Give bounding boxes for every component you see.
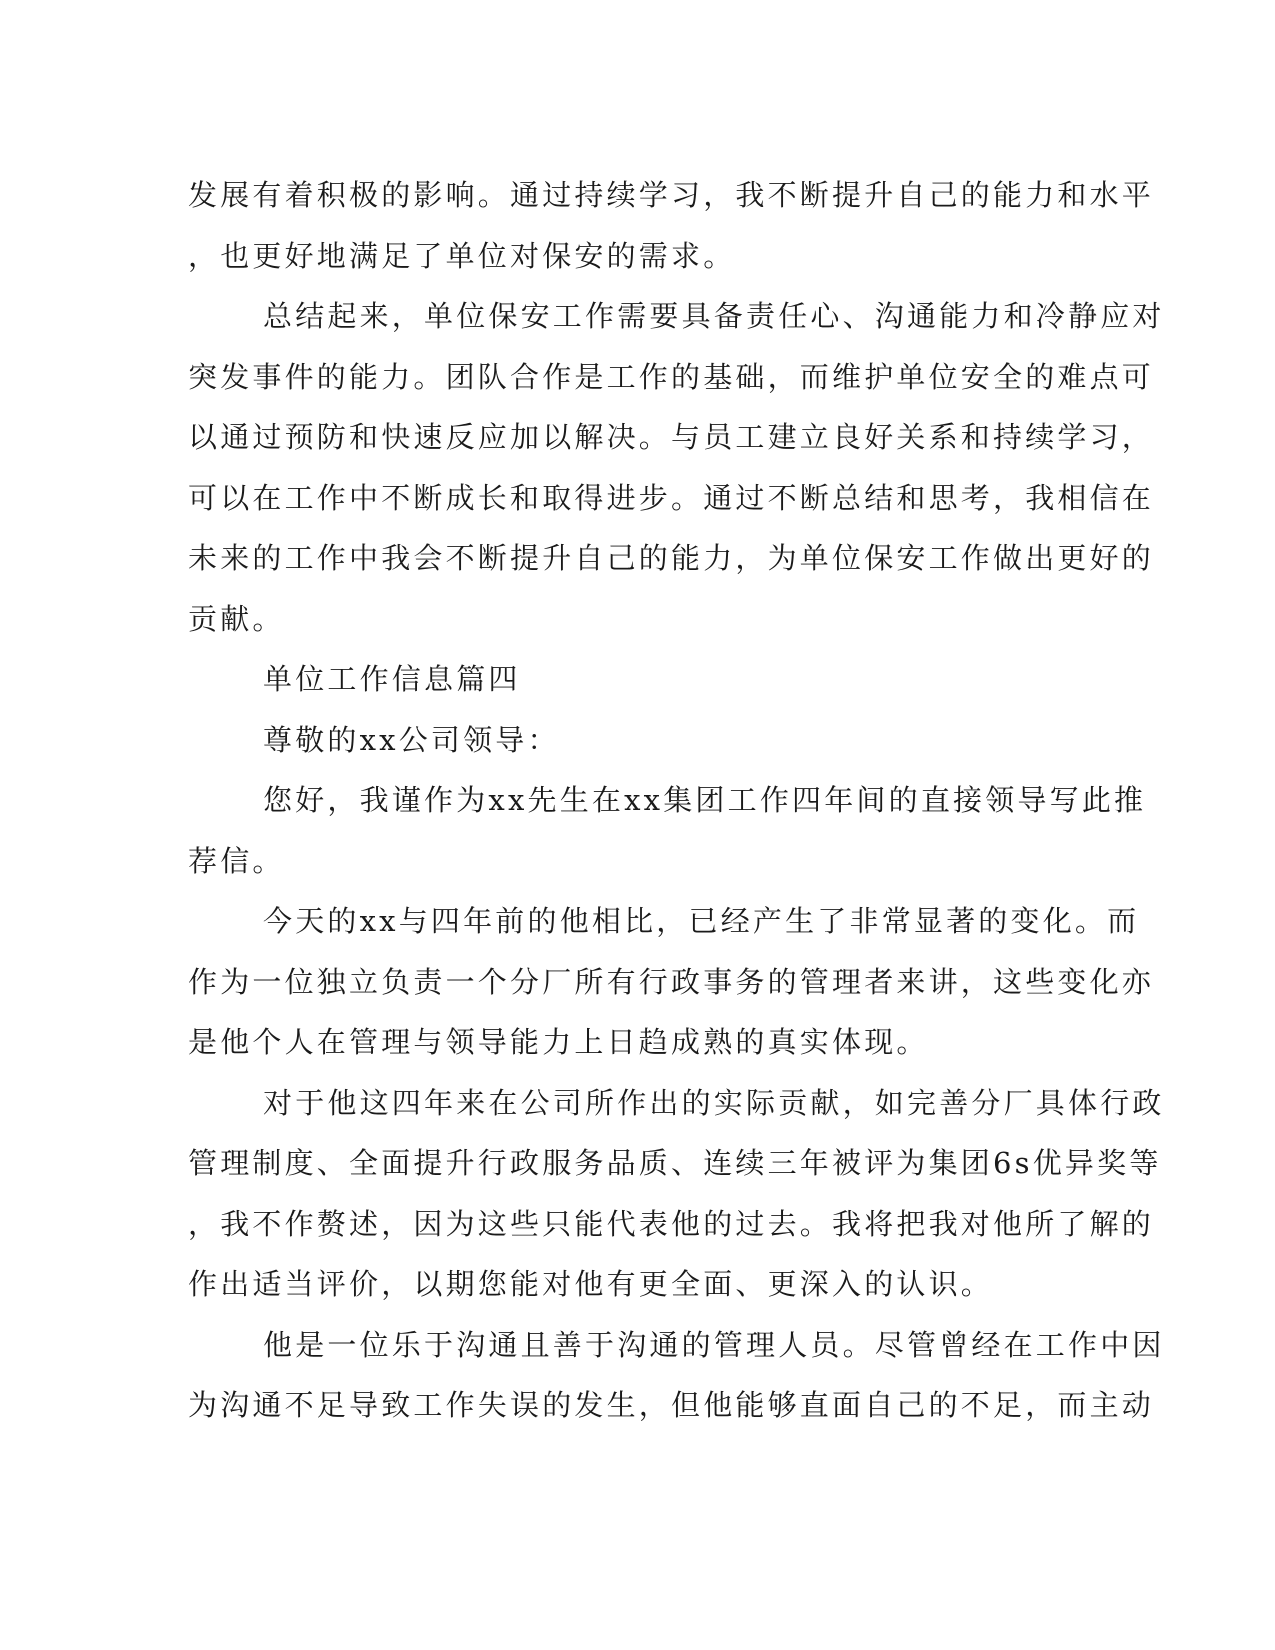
text-line: 未来的工作中我会不断提升自己的能力，为单位保安工作做出更好的 — [188, 541, 1155, 575]
text-line: 突发事件的能力。团队合作是工作的基础，而维护单位安全的难点可 — [188, 359, 1155, 394]
text-line: ，也更好地满足了单位对保安的需求。 — [188, 238, 736, 273]
text-line: 他是一位乐于沟通且善于沟通的管理人员。尽管曾经在工作中因 — [263, 1327, 1165, 1362]
text-line: 作为一位独立负责一个分厂所有行政事务的管理者来讲，这些变化亦 — [188, 964, 1155, 999]
text-line: ，我不作赘述，因为这些只能代表他的过去。我将把我对他所了解的 — [188, 1206, 1155, 1241]
text-line: 以通过预防和快速反应加以解决。与员工建立良好关系和持续学习， — [188, 420, 1155, 454]
text-line: 今天的xx与四年前的他相比，已经产生了非常显著的变化。而 — [263, 904, 1140, 938]
document-body — [188, 165, 1165, 1436]
text-line: 您好，我谨作为xx先生在xx集团工作四年间的直接领导写此推 — [263, 783, 1147, 817]
text-line: 管理制度、全面提升行政服务品质、连续三年被评为集团6s优异奖等 — [188, 1146, 1162, 1180]
text-line: 荐信。 — [188, 843, 285, 878]
text-line: 对于他这四年来在公司所作出的实际贡献，如完善分厂具体行政 — [263, 1085, 1165, 1120]
text-line: 总结起来，单位保安工作需要具备责任心、沟通能力和冷静应对 — [263, 299, 1165, 333]
text-line: 为沟通不足导致工作失误的发生，但他能够直面自己的不足，而主动 — [188, 1388, 1155, 1422]
text-line: 可以在工作中不断成长和取得进步。通过不断总结和思考，我相信在 — [188, 480, 1155, 515]
text-line: 尊敬的xx公司领导： — [263, 722, 560, 757]
text-line: 贡献。 — [188, 601, 285, 636]
text-line: 发展有着积极的影响。通过持续学习，我不断提升自己的能力和水平 — [188, 178, 1155, 212]
text-line: 单位工作信息篇四 — [263, 662, 521, 696]
text-line: 作出适当评价，以期您能对他有更全面、更深入的认识。 — [188, 1267, 994, 1301]
text-line: 是他个人在管理与领导能力上日趋成熟的真实体现。 — [188, 1025, 929, 1059]
